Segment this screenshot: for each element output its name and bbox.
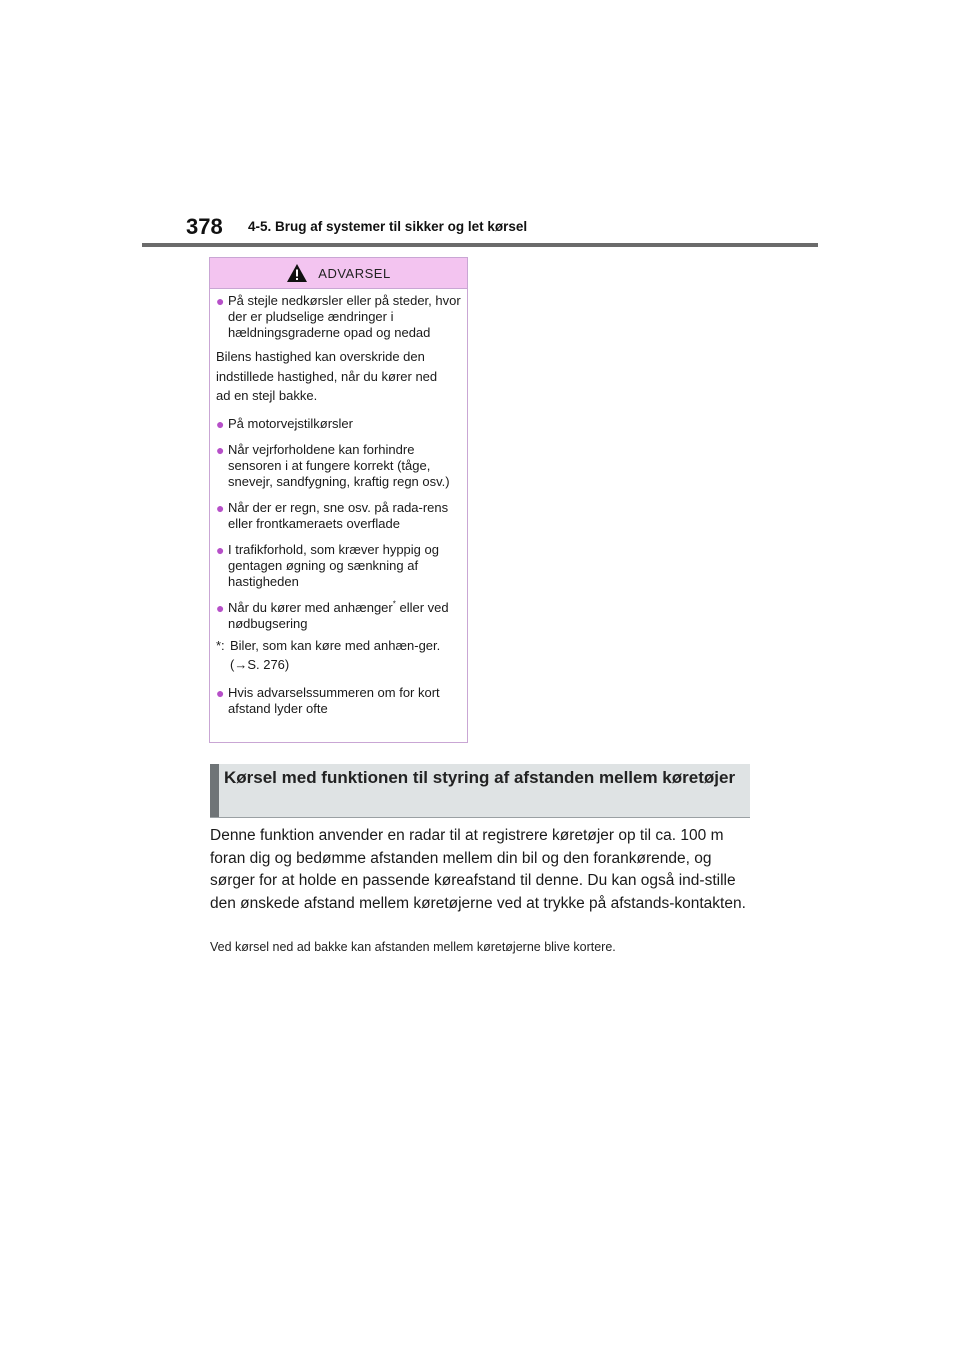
warning-item xyxy=(216,542,461,590)
warning-item-text: Hvis advarselssummeren om for kort afstand lyder ofte xyxy=(228,684,440,716)
trailer-text-end: eller ved nødbugsering xyxy=(228,599,449,631)
warning-item xyxy=(216,442,461,490)
footnote-ref: * xyxy=(392,599,396,609)
warning-item-text: På motorvejstilkørsler xyxy=(228,415,353,431)
trailer-text: Når du kører med anhænger xyxy=(228,599,393,615)
section-title: 4-5. Brug af systemer til sikker og let kørsel xyxy=(248,219,528,234)
footnote xyxy=(216,636,461,675)
heading-accent-bar xyxy=(210,764,219,817)
header-divider xyxy=(142,243,818,247)
warning-item-trailer xyxy=(216,600,461,632)
footnote-text: Biler, som kan køre med anhæn-ger. (→S. 276) xyxy=(230,637,441,672)
section-heading xyxy=(210,764,750,818)
section-heading-text: Kørsel med funktionen til styring af afstanden mellem køretøjer xyxy=(224,768,736,787)
warning-item-text: På stejle nedkørsler eller på steder, hvor der er pludselige ændringer i hældningsgraderne opad og nedad xyxy=(228,293,461,340)
footnote-mark: *: xyxy=(216,637,225,653)
warning-item-text: I trafikforhold, som kræver hyppig og gentagen øgning og sænkning af hastigheden xyxy=(228,541,439,589)
bullet-icon: ● xyxy=(216,499,225,516)
warning-triangle-icon xyxy=(286,263,308,283)
bullet-icon: ● xyxy=(216,441,225,458)
bullet-icon: ● xyxy=(216,293,225,309)
warning-item xyxy=(216,293,461,341)
bullet-icon: ● xyxy=(216,541,225,558)
warning-title: ADVARSEL xyxy=(318,265,391,281)
warning-item-text: Når vejrforholdene kan forhindre sensoren i at fungere korrekt (tåge, snevejr, sandfygning, kraftig regn osv.) xyxy=(228,441,450,489)
warning-item xyxy=(216,500,461,532)
warning-item xyxy=(216,416,461,432)
body-note: Ved kørsel ned ad bakke kan afstanden mellem køretøjerne blive kortere. xyxy=(210,940,616,954)
warning-item-text xyxy=(228,600,461,632)
warning-body xyxy=(210,289,467,717)
warning-box xyxy=(209,257,468,743)
warning-header xyxy=(210,258,467,289)
bullet-icon: ● xyxy=(216,684,225,701)
body-paragraph: Denne funktion anvender en radar til at registrere køretøjer op til ca. 100 m foran dig og bedømme afstanden mellem din bil og den forankørende, og sørger for at holde en passende køreafstand til denne. Du kan også ind-stille den ønskede afstand mellem køretøjerne ved at trykke på afstands-kontakten. xyxy=(210,827,746,912)
bullet-icon: ● xyxy=(216,415,225,432)
warning-item xyxy=(216,685,461,717)
warning-item-text: Når der er regn, sne osv. på rada-rens eller frontkameraets overflade xyxy=(228,499,449,531)
warning-note: Bilens hastighed kan overskride den indstillede hastighed, når du kører ned ad en stejl bakke. xyxy=(216,349,438,403)
page-number: 378 xyxy=(186,214,223,239)
bullet-icon: ● xyxy=(216,599,225,616)
